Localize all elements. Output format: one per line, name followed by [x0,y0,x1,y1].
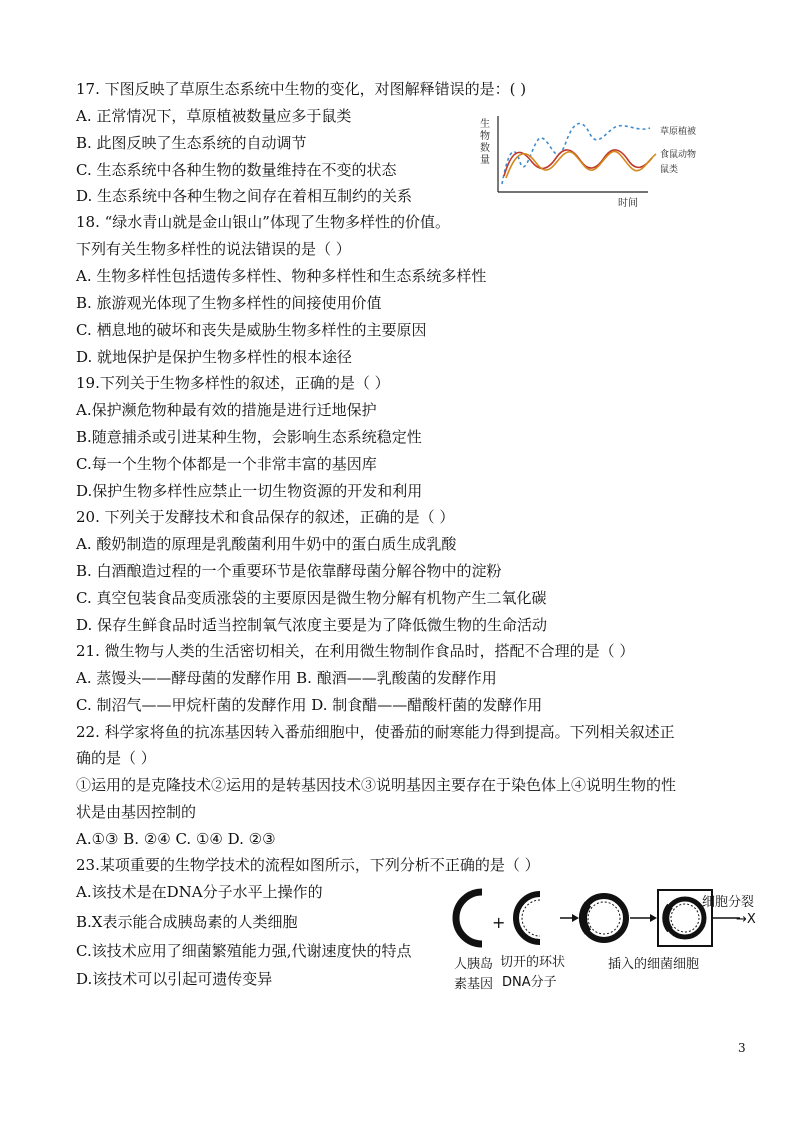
q18-stem-line1: 18. “绿水青山就是金山银山”体现了生物多样性的价值。 [76,213,450,231]
q23-option-b: B.X表示能合成胰岛素的人类细胞 [76,913,298,931]
q22-statements-line2: 状是由基因控制的 [76,803,197,821]
q20-option-b: B. 白酒酿造过程的一个重要环节是依靠酵母菌分解谷物中的淀粉 [76,562,502,580]
q23-stem: 23.某项重要的生物学技术的流程如图所示，下列分析不正确的是（ ） [76,856,540,874]
q20-stem: 20. 下列关于发酵技术和食品保存的叙述，正确的是（ ） [76,508,455,526]
q17-legend-predator: 食鼠动物 [660,150,697,160]
q23-label-gene-line2: 素基因 [454,977,494,992]
q23-opened-plasmid [516,894,540,942]
q19-stem: 19.下列关于生物多样性的叙述，正确的是（ ） [76,374,390,392]
q20-option-a: A. 酸奶制造的原理是乳酸菌利用牛奶中的蛋白质生成乳酸 [76,535,457,553]
q23-label-x: →X [736,912,756,927]
q23-label-dna-line1: 切开的环状 [500,955,566,970]
q17-x-axis-label: 时间 [618,198,638,209]
q23-option-c: C.该技术应用了细菌繁殖能力强,代谢速度快的特点 [76,942,412,960]
q21-options-row1: A. 蒸馒头——酵母菌的发酵作用 B. 酿酒——乳酸菌的发酵作用 [76,669,497,687]
q22-options-row: A.①③ B. ②④ C. ①④ D. ②③ [76,830,276,848]
q17-option-a: A. 正常情况下，草原植被数量应多于鼠类 [76,107,352,125]
q18-stem-line2: 下列有关生物多样性的说法错误的是（ ） [76,240,351,258]
svg-text:生: 生 [480,119,490,130]
page-number: 3 [738,1041,746,1055]
q23-option-d: D.该技术可以引起可遗传变异 [76,970,273,988]
q23-label-division: 细胞分裂 [702,895,755,910]
q20-option-c: C. 真空包装食品变质涨袋的主要原因是微生物分解有机物产生二氧化碳 [76,589,547,607]
q17-option-d: D. 生态系统中各种生物之间存在着相互制约的关系 [76,187,413,205]
q18-option-c: C. 栖息地的破坏和丧失是威胁生物多样性的主要原因 [76,321,427,339]
q17-rodent-curve [506,151,656,178]
q23-label-gene-line1: 人胰岛 [454,957,494,972]
q23-option-a: A.该技术是在DNA分子水平上操作的 [76,883,323,901]
svg-text:数: 数 [480,143,490,154]
q23-label-dna-line2: DNA分子 [502,975,557,990]
q17-legend-plant: 草原植被 [660,127,697,137]
q23-arrow-1-head [572,914,579,922]
svg-text:物: 物 [480,131,490,142]
q17-option-b: B. 此图反映了生态系统的自动调节 [76,134,307,152]
q18-option-d: D. 就地保护是保护生物多样性的根本途径 [76,348,353,366]
q17-y-axis-label [480,117,490,166]
q22-stem-line1: 22. 科学家将鱼的抗冻基因转入番茄细胞中，使番茄的耐寒能力得到提高。下列相关叙述正 [76,723,675,741]
q19-option-b: B.随意捕杀或引进某种生物，会影响生态系统稳定性 [76,428,422,446]
q17-stem: 17. 下图反映了草原生态系统中生物的变化，对图解释错误的是：( ) [76,80,527,98]
q23-gene-fragment [456,892,482,944]
q19-option-c: C.每一个生物个体都是一个非常丰富的基因库 [76,455,377,473]
q21-stem: 21. 微生物与人类的生活密切相关，在利用微生物制作食品时，搭配不合理的是（ ） [76,642,635,660]
q17-option-c: C. 生态系统中各种生物的数量维持在不变的状态 [76,161,397,179]
q19-option-a: A.保护濒危物种最有效的措施是进行迁地保护 [76,401,377,419]
q17-legend-rodent: 鼠类 [660,165,679,175]
q18-option-b: B. 旅游观光体现了生物多样性的间接使用价值 [76,294,382,312]
q17-population-figure [478,112,718,216]
q22-statements-line1: ①运用的是克隆技术②运用的是转基因技术③说明基因主要存在于染色体上④说明生物的性 [76,776,677,794]
q23-arrow-2-head [650,914,657,922]
q20-option-d: D. 保存生鲜食品时适当控制氧气浓度主要是为了降低微生物的生命活动 [76,616,548,634]
q22-stem-line2: 确的是（ ） [76,749,156,767]
q21-options-row2: C. 制沼气——甲烷杆菌的发酵作用 D. 制食醋——醋酸杆菌的发酵作用 [76,696,543,714]
q23-recombinant-plasmid [582,896,626,940]
q18-option-a: A. 生物多样性包括遗传多样性、物种多样性和生态系统多样性 [76,267,487,285]
q23-plus-sign: + [492,913,506,932]
q23-process-figure [440,884,770,1016]
q19-option-d: D.保护生物多样性应禁止一切生物资源的开发和利用 [76,482,423,500]
q23-label-cell: 插入的细菌细胞 [608,957,700,972]
svg-text:量: 量 [480,155,490,166]
